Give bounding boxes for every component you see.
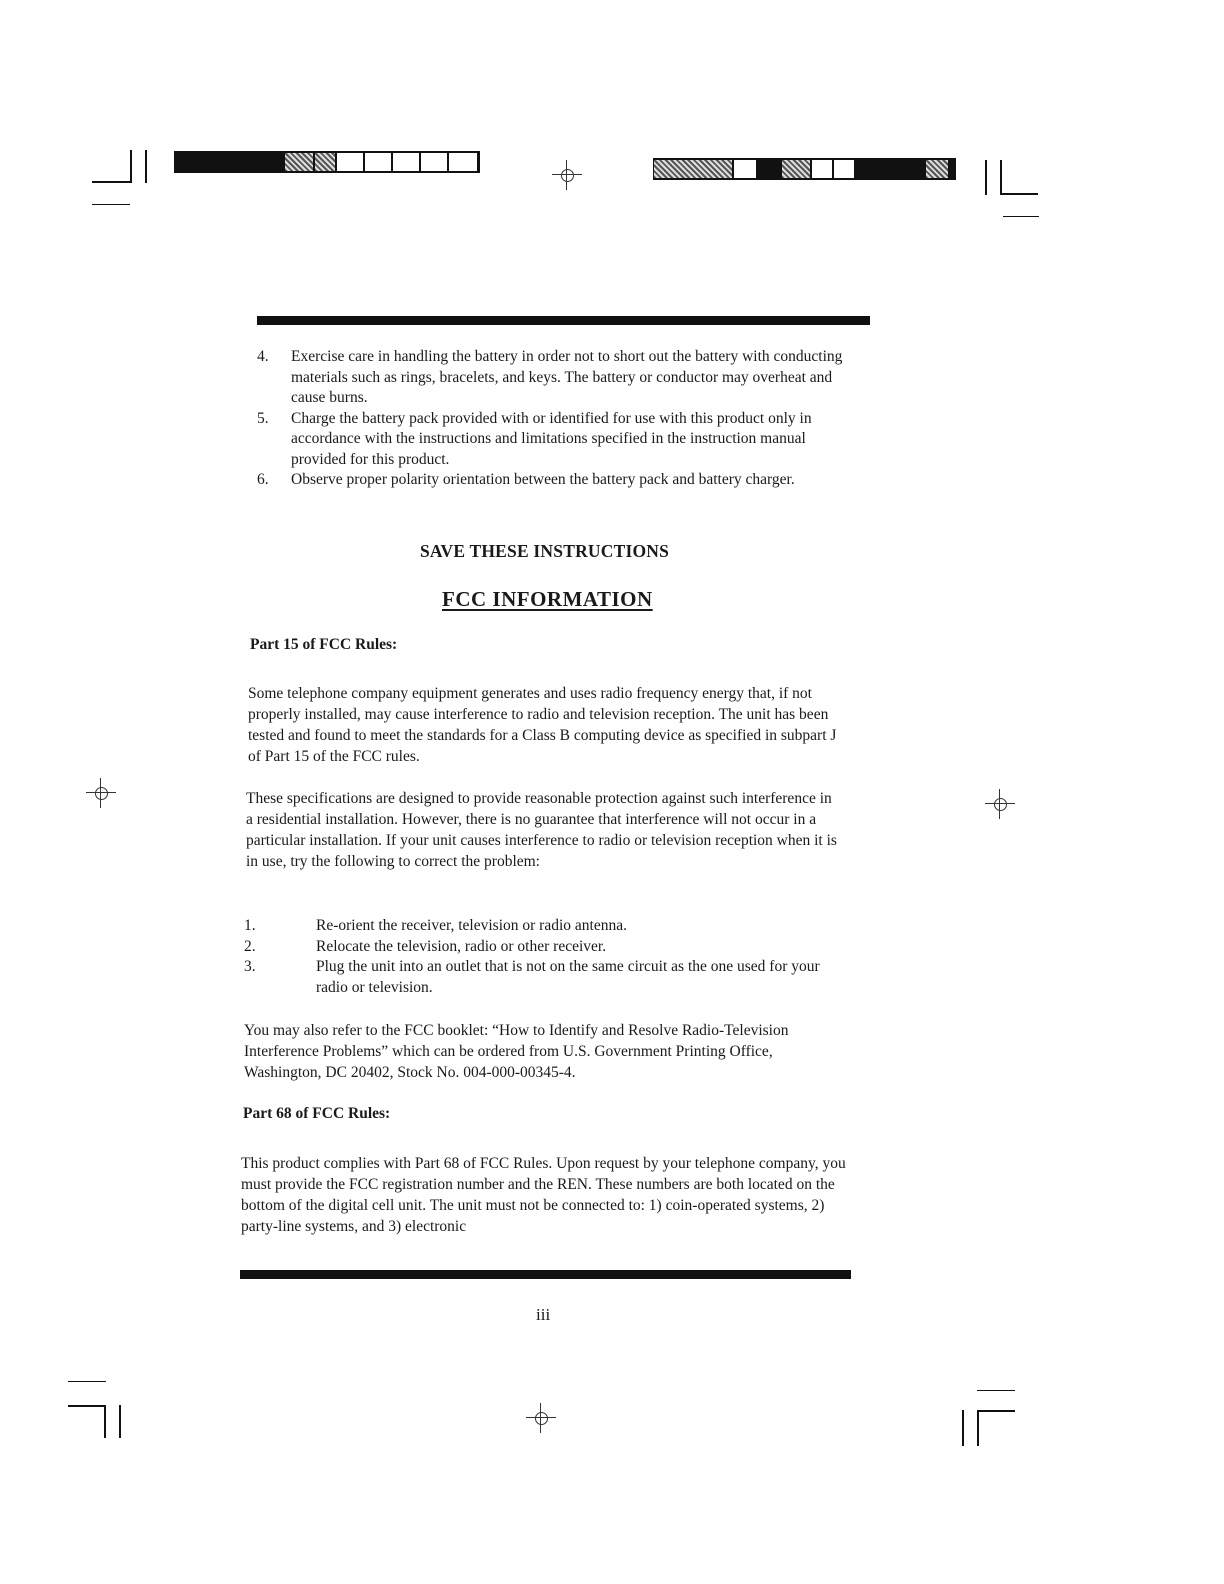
part68-heading: Part 68 of FCC Rules: <box>243 1105 391 1122</box>
crop-mark-top-left-h <box>92 181 130 183</box>
crop-mark-bottom-left-top <box>68 1381 106 1382</box>
battery-safety-list <box>257 347 857 491</box>
list-item <box>244 957 854 998</box>
list-item-number: 4. <box>257 348 269 365</box>
part15-paragraph-3: You may also refer to the FCC booklet: “How to Identify and Resolve Radio-Television Interference Problems” which can be ordered from U.S. Government Printing Office, Washington, DC 20402, Stock No. 004-000-00345-4. <box>244 1022 789 1081</box>
list-item <box>257 347 857 409</box>
part15-paragraph-2: These specifications are designed to provide reasonable protection against such interference in a residential installation. However, there is no guarantee that interference will not occur in a particular installation. If your unit causes interference to radio or television reception when it is in use, try the following to correct the problem: <box>246 790 837 870</box>
part15-steps-list <box>244 916 854 998</box>
list-item-number: 2. <box>244 937 256 955</box>
crop-mark-bottom-right-v <box>977 1410 979 1446</box>
registration-mark-top <box>552 160 582 190</box>
crop-mark-bottom-left-v2 <box>119 1405 121 1438</box>
list-item-number: 6. <box>257 471 269 488</box>
list-item-text: Observe proper polarity orientation between the battery pack and battery charger. <box>291 471 795 488</box>
list-item-number: 1. <box>244 917 256 934</box>
list-item-number: 3. <box>244 958 256 975</box>
list-item-text: Relocate the television, radio or other receiver. <box>316 937 607 955</box>
crop-mark-bottom-left-h <box>68 1405 106 1407</box>
list-item <box>257 409 857 471</box>
list-item-text: Charge the battery pack provided with or identified for use with this product only in accordance with the instructions and limitations specified in the instruction manual provided for this product. <box>291 409 812 468</box>
list-item-text: Exercise care in handling the battery in order not to short out the battery with conducting materials such as rings, bracelets, and keys. The battery or conductor may overheat and cause burns. <box>291 348 843 406</box>
list-item <box>244 937 854 958</box>
crop-mark-top-left-v2 <box>145 150 147 183</box>
list-item-text: Re-orient the receiver, television or radio antenna. <box>316 917 627 934</box>
registration-mark-left <box>86 778 116 808</box>
crop-mark-top-right-v2 <box>1000 160 1002 195</box>
fcc-information-heading: FCC INFORMATION <box>442 587 653 611</box>
color-bar-left <box>174 151 480 173</box>
color-bar-right <box>653 158 956 180</box>
crop-mark-top-right-h <box>1000 193 1038 195</box>
crop-mark-bottom-right-v2 <box>962 1410 964 1446</box>
registration-mark-right <box>985 789 1015 819</box>
list-item <box>244 916 854 937</box>
top-rule <box>257 316 870 325</box>
save-instructions-heading: SAVE THESE INSTRUCTIONS <box>420 541 670 561</box>
crop-mark-bottom-right-top <box>977 1390 1015 1391</box>
crop-mark-top-right-bottom <box>1003 216 1039 217</box>
part15-heading: Part 15 of FCC Rules: <box>250 636 398 653</box>
page-number: iii <box>536 1305 551 1324</box>
crop-mark-top-left-v <box>130 150 132 183</box>
bottom-rule <box>240 1270 851 1279</box>
list-item-text: Plug the unit into an outlet that is not on the same circuit as the one used for your radio or television. <box>316 958 820 996</box>
registration-mark-bottom <box>526 1403 556 1433</box>
crop-mark-top-left-bottom <box>92 204 130 205</box>
part68-paragraph-1: This product complies with Part 68 of FCC Rules. Upon request by your telephone company, you must provide the FCC registration number and the REN. These numbers are both located on the bottom of the digital cell unit. The unit must not be connected to: 1) coin-operated systems, 2) party-line systems, and 3) electronic <box>241 1155 846 1235</box>
list-item-number: 5. <box>257 409 269 427</box>
crop-mark-bottom-right-h <box>977 1410 1015 1412</box>
crop-mark-top-right-v <box>985 160 987 195</box>
part15-paragraph-1: Some telephone company equipment generates and uses radio frequency energy that, if not properly installed, may cause interference to radio and television reception. The unit has been tested and found to meet the standards for a Class B computing device as specified in subpart J of Part 15 of the FCC rules. <box>248 685 837 765</box>
crop-mark-bottom-left-v <box>104 1405 106 1438</box>
list-item <box>257 470 857 491</box>
